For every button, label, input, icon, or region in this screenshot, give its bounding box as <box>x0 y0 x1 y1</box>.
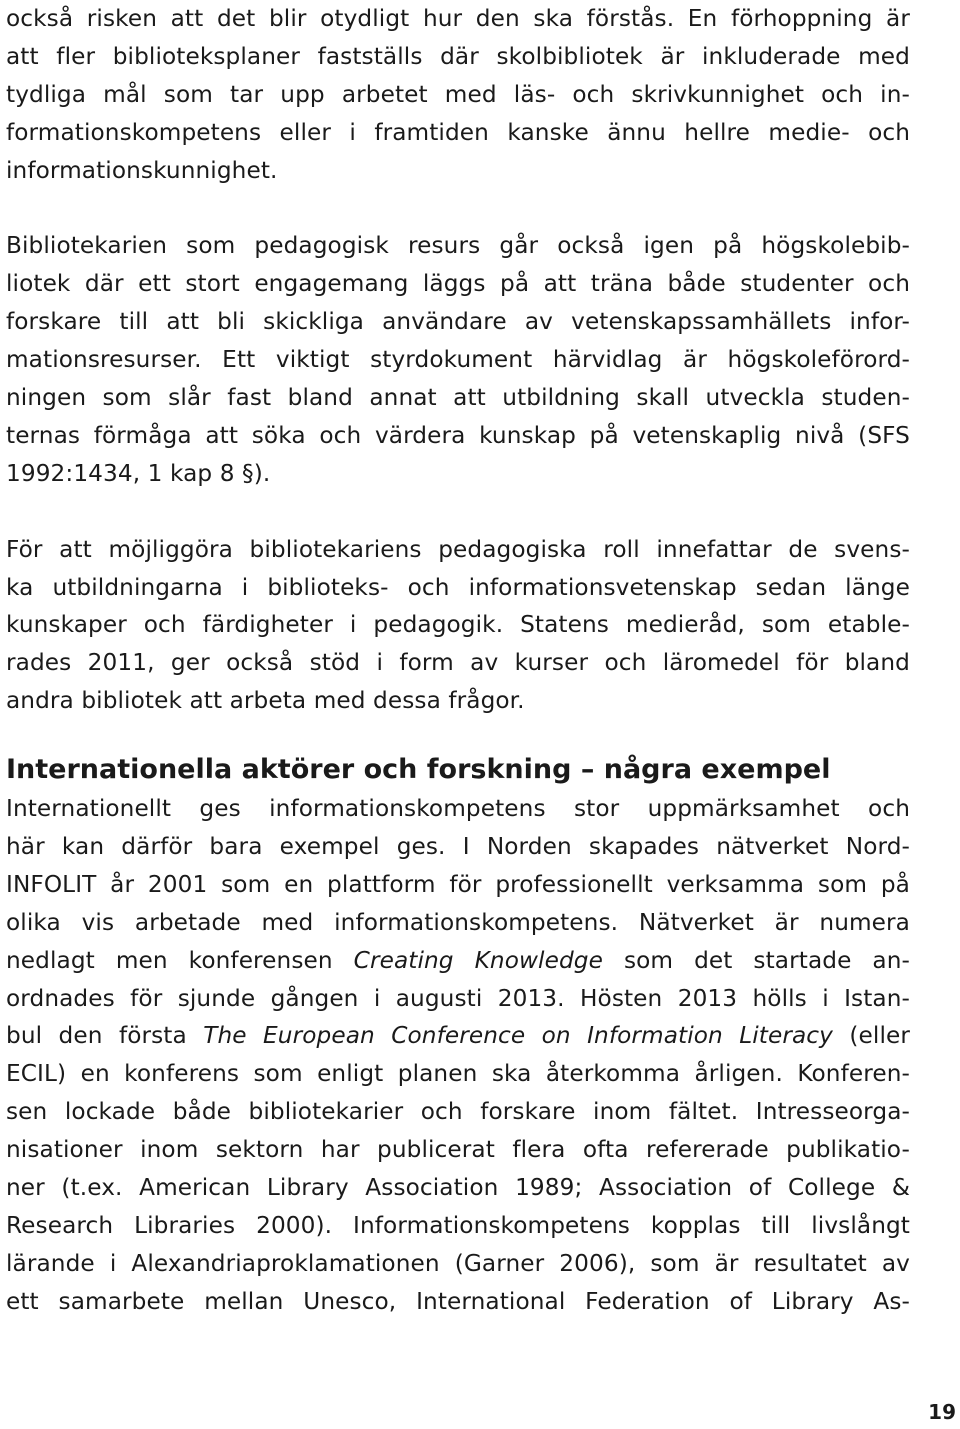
text-line: här kan därför bara exempel ges. I Norden skapades nätverket Nord- <box>6 833 910 861</box>
section-heading: Internationella aktörer och forskning – några exempel <box>6 754 831 786</box>
text-line: lärande i Alexandriaproklamationen (Garner 2006), som är resultatet av <box>6 1249 910 1277</box>
text-line: ternas förmåga att söka och värdera kunskap på vetenskaplig nivå (SFS <box>6 421 910 449</box>
text-line: rades 2011, ger också stöd i form av kurser och läromedel för bland <box>6 649 910 677</box>
text-line: forskare till att bli skickliga användare av vetenskapssamhällets infor- <box>6 308 910 336</box>
text-line: nisationer inom sektorn har publicerat flera ofta refererade publikatio- <box>6 1136 910 1164</box>
conference-title-italic: The European Conference on Information Literacy <box>203 1022 833 1050</box>
text-line: ordnades för sjunde gången i augusti 2013. Hösten 2013 hölls i Istan- <box>6 984 910 1012</box>
conference-title-italic: Creating Knowledge <box>353 946 603 974</box>
text-line: att fler biblioteksplaner fastställs där skolbibliotek är inkluderade med <box>6 42 910 70</box>
text-line <box>6 1017 910 1055</box>
paragraph-spacer <box>6 493 910 531</box>
text-line: mationsresurser. Ett viktigt styrdokument härvidlag är högskoleförord- <box>6 346 910 374</box>
text-line: också risken att det blir otydligt hur den ska förstås. En förhoppning är <box>6 5 910 32</box>
text-line: formationskompetens eller i framtiden kanske ännu hellre medie- och <box>6 118 910 146</box>
text-line: INFOLIT år 2001 som en plattform för professionellt verksamma som på <box>6 870 910 898</box>
text-run: bul den första <box>6 1022 204 1050</box>
text-line: ECIL) en konferens som enligt planen ska återkomma årligen. Konferen- <box>6 1060 910 1088</box>
text-line: ett samarbete mellan Unesco, International Federation of Library As- <box>6 1287 910 1315</box>
paragraph-2 <box>6 227 910 492</box>
section-international <box>6 750 910 1320</box>
text-line: sen lockade både bibliotekarier och forskare inom fältet. Intresseorga- <box>6 1098 910 1126</box>
text-line: tydliga mål som tar upp arbetet med läs- och skrivkunnighet och in- <box>6 80 910 108</box>
text-line: Internationellt ges informationskompetens stor uppmärksamhet och <box>6 795 910 823</box>
text-line: För att möjliggöra bibliotekariens pedagogiska roll innefattar de svens- <box>6 535 910 563</box>
text-run: nedlagt men konferensen <box>6 946 354 974</box>
text-line: Bibliotekarien som pedagogisk resurs går också igen på högskolebib- <box>6 232 910 260</box>
text-line: kunskaper och färdigheter i pedagogik. Statens medieråd, som etable- <box>6 611 910 639</box>
text-line: ka utbildningarna i biblioteks- och informationsvetenskap sedan länge <box>6 573 910 601</box>
text-line: andra bibliotek att arbeta med dessa frågor. <box>6 687 525 715</box>
text-line <box>6 942 910 980</box>
paragraph-spacer <box>6 189 910 227</box>
text-line: informationskunnighet. <box>6 156 278 184</box>
paragraph-3 <box>6 531 910 720</box>
text-line: Research Libraries 2000). Informationskompetens kopplas till livslångt <box>6 1211 910 1239</box>
text-line: ner (t.ex. American Library Association 1989; Association of College & <box>6 1174 910 1202</box>
text-line: ningen som slår fast bland annat att utbildning skall utveckla studen- <box>6 384 910 412</box>
text-run: som det startade an- <box>602 946 910 974</box>
paragraph-spacer <box>6 720 910 750</box>
page-number: 19 <box>928 1400 956 1424</box>
document-page <box>6 0 910 1321</box>
text-line: liotek där ett stort engagemang läggs på att träna både studenter och <box>6 270 910 298</box>
text-run: (eller <box>832 1022 910 1050</box>
paragraph-1 <box>6 0 910 189</box>
text-line: 1992:1434, 1 kap 8 §). <box>6 459 271 487</box>
text-line: olika vis arbetade med informationskompetens. Nätverket är numera <box>6 908 910 936</box>
